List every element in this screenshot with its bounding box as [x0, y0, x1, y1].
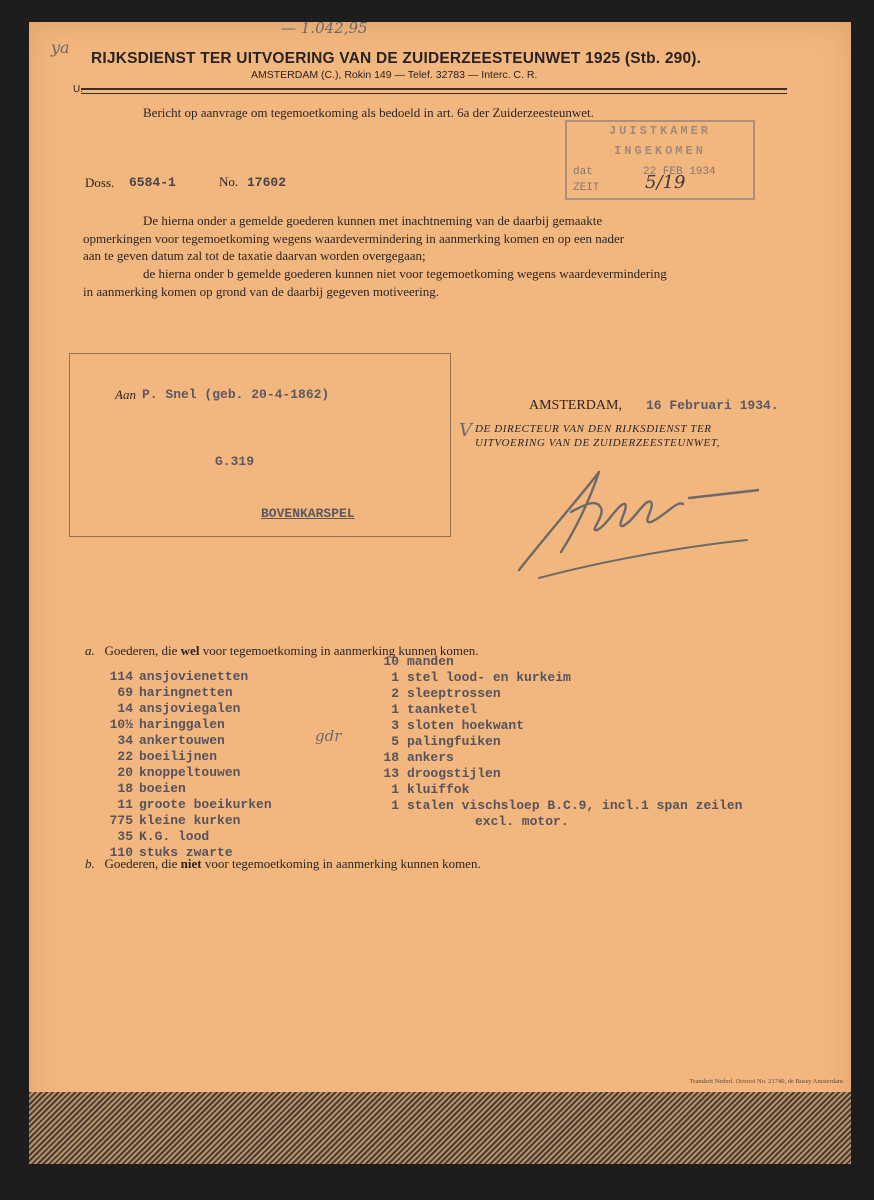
goods-row [377, 798, 742, 814]
hatched-footer-band [29, 1092, 851, 1164]
section-b-letter: b. [85, 856, 95, 871]
goods-qty: 18 [117, 781, 133, 796]
goods-qty: 35 [117, 829, 133, 844]
goods-qty: 13 [383, 766, 399, 781]
goods-row [95, 669, 272, 685]
goods-item: sloten hoekwant [407, 718, 525, 733]
subject-line: Bericht op aanvrage om tegemoetkoming als bedoeld in art. 6a der Zuiderzeesteunwet. [143, 105, 594, 120]
pencil-check-mark: V [459, 420, 472, 441]
goods-qty: 2 [391, 686, 399, 701]
director-title-line-2: UITVOERING VAN DE ZUIDERZEESTEUNWET, [475, 437, 721, 449]
goods-qty: 10½ [109, 717, 133, 732]
paragraph-a-line-1: De hierna onder a gemelde goederen kunnen met inachtneming van de daarbij gemaakte [143, 213, 603, 228]
section-a-before: Goederen, die [104, 643, 178, 658]
goods-item: boeilijnen [139, 749, 218, 764]
goods-row [95, 717, 272, 733]
goods-row [377, 670, 742, 686]
goods-row [377, 702, 742, 718]
goods-item: sleeptrossen [407, 686, 501, 701]
goods-row [95, 733, 272, 749]
dossier-label: Doss. [85, 175, 115, 190]
goods-row [377, 782, 742, 798]
goods-item: ansjovienetten [139, 669, 249, 684]
goods-row [95, 797, 272, 813]
goods-item: haringgalen [139, 717, 225, 732]
stamp-date: 22 FEB 1934 [643, 166, 716, 178]
letterhead-title: RIJKSDIENST TER UITVOERING VAN DE ZUIDERZEESTEUNWET 1925 (Stb. 290). [91, 50, 702, 67]
goods-item: kleine kurken [139, 813, 241, 828]
letterhead-rule [81, 88, 787, 90]
goods-qty: 1 [391, 702, 399, 717]
address-box [69, 353, 451, 537]
goods-item: kluiffok [407, 782, 470, 797]
stamp-line-1: JUISTKAMER [608, 124, 711, 138]
goods-qty: 20 [117, 765, 133, 780]
goods-row [95, 701, 272, 717]
paragraph-b-line-2: in aanmerking komen op grond van de daarbij gegeven motiveering. [83, 284, 439, 299]
goods-qty: 11 [117, 797, 133, 812]
goods-row [95, 685, 272, 701]
goods-row [95, 781, 272, 797]
goods-item: haringnetten [139, 685, 233, 700]
goods-row [377, 654, 742, 670]
goods-row [95, 749, 272, 765]
printer-footnote: Transkrit Nederl. Octrooi No. 21740, de Bussy Amsterdam [689, 1078, 843, 1085]
goods-item: stel lood- en kurkeim [407, 670, 571, 685]
goods-qty: 5 [391, 734, 399, 749]
goods-qty: 14 [117, 701, 133, 716]
number-label: No. [219, 174, 239, 189]
goods-qty: 775 [109, 813, 133, 828]
section-b-before: Goederen, die [104, 856, 178, 871]
goods-qty: 110 [109, 845, 133, 860]
goods-item: groote boeikurken [139, 797, 272, 812]
letterhead-rule-thin [81, 93, 787, 94]
goods-qty: 3 [391, 718, 399, 733]
pencil-corner-note: ya [51, 38, 70, 57]
paragraph-b-line-1: de hierna onder b gemelde goederen kunnen niet voor tegemoetkoming wegens waardevermindering [143, 266, 667, 281]
document-page [29, 19, 851, 1164]
goods-item: ansjoviegalen [139, 701, 241, 716]
goods-qty [377, 814, 475, 830]
director-title [475, 422, 720, 450]
section-b-heading [85, 856, 481, 872]
recipient-house-number: G.319 [215, 454, 255, 469]
goods-row [95, 813, 272, 829]
stamp-zeit-label: ZEIT [573, 182, 600, 194]
goods-list-left [95, 669, 272, 861]
goods-item: boeien [139, 781, 186, 796]
signature-date: 16 Februari 1934. [646, 398, 779, 413]
goods-row [377, 734, 742, 750]
received-stamp [565, 120, 755, 200]
goods-row [377, 686, 742, 702]
pencil-margin-note: gdr [315, 727, 342, 745]
pencil-amount-note: — 1.042,95 [281, 19, 368, 37]
goods-qty: 1 [391, 782, 399, 797]
goods-item: K.G. lood [139, 829, 210, 844]
paragraph-a-line-3: aan te geven datum zal tot de taxatie daarvan worden overgegaan; [83, 248, 426, 263]
goods-item: excl. motor. [475, 814, 569, 829]
goods-row [377, 766, 742, 782]
goods-qty: 1 [391, 798, 399, 813]
section-a-after: voor tegemoetkoming in aanmerking kunnen komen. [202, 643, 479, 658]
goods-qty: 114 [109, 669, 133, 684]
goods-qty: 10 [383, 654, 399, 669]
section-a-letter: a. [85, 643, 95, 658]
director-title-line-1: DE DIRECTEUR VAN DEN RIJKSDIENST TER [475, 423, 712, 435]
recipient-city: BOVENKARSPEL [261, 506, 355, 521]
goods-item: taanketel [407, 702, 478, 717]
recipient-name: P. Snel (geb. 20-4-1862) [142, 387, 330, 402]
goods-qty: 18 [383, 750, 399, 765]
goods-item: manden [407, 654, 454, 669]
section-a-bold: wel [180, 643, 200, 658]
goods-item: ankertouwen [139, 733, 225, 748]
goods-qty: 1 [391, 670, 399, 685]
goods-item: palingfuiken [407, 734, 501, 749]
goods-row [377, 750, 742, 766]
goods-row [95, 829, 272, 845]
goods-item: ankers [407, 750, 454, 765]
director-signature [479, 452, 759, 582]
goods-qty: 34 [117, 733, 133, 748]
goods-qty: 22 [117, 749, 133, 764]
letterhead-address: AMSTERDAM (C.), Rokin 149 — Telef. 32783 — Interc. C. R. [251, 69, 538, 81]
stamp-handwritten-number: 5/19 [645, 172, 686, 193]
section-b-bold: niet [180, 856, 202, 871]
signature-place: AMSTERDAM, [529, 398, 622, 413]
letterhead-u-mark: U. [73, 84, 83, 95]
goods-item: knoppeltouwen [139, 765, 241, 780]
goods-item: stuks zwarte [139, 845, 233, 860]
goods-item: droogstijlen [407, 766, 501, 781]
paragraph-a-line-2: opmerkingen voor tegemoetkoming wegens waardevermindering in aanmerking komen en op een nader [83, 231, 625, 246]
reference-number: 17602 [247, 175, 287, 190]
dossier-number: 6584-1 [129, 175, 176, 190]
goods-qty: 69 [117, 685, 133, 700]
address-aan-label: Aan [115, 387, 136, 402]
goods-item: stalen vischsloep B.C.9, incl.1 span zeilen [407, 798, 743, 813]
goods-row [95, 765, 272, 781]
stamp-dat-label: dat [573, 166, 593, 178]
goods-row [377, 814, 742, 830]
goods-list-right [377, 654, 742, 830]
section-b-after: voor tegemoetkoming in aanmerking kunnen komen. [204, 856, 481, 871]
goods-row [377, 718, 742, 734]
stamp-line-2: INGEKOMEN [614, 144, 706, 158]
